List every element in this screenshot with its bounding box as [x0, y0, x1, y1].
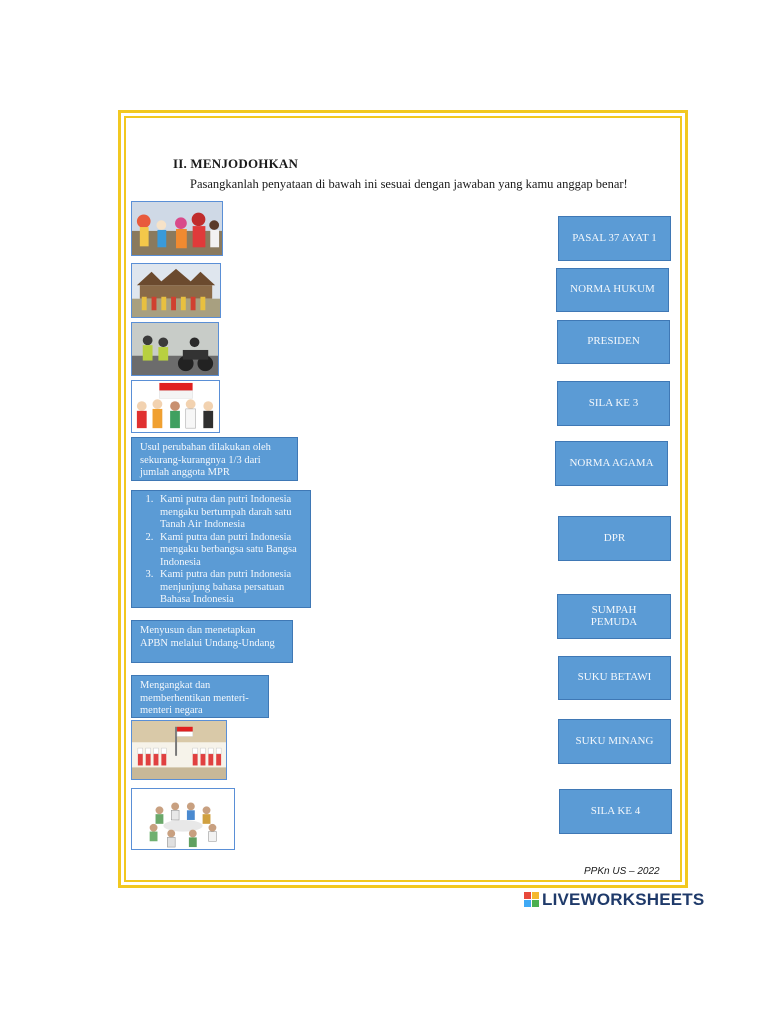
logo-square [524, 900, 531, 907]
answer-label: SILA KE 4 [590, 804, 641, 817]
answer-label: SILA KE 3 [588, 396, 639, 409]
instruction-text: Pasangkanlah penyataan di bawah ini sesuai dengan jawaban yang kamu anggap benar! [190, 177, 628, 191]
minang-dancers-photo[interactable] [131, 263, 221, 318]
diverse-people-flag-illustration[interactable] [131, 380, 220, 433]
logo-square [524, 892, 531, 899]
answer-label: SUKU BETAWI [577, 671, 652, 684]
oath-list [140, 494, 302, 607]
brand-name: LIVEWORKSHEETS [542, 890, 705, 909]
liveworksheets-logo[interactable] [524, 890, 704, 910]
oath-item: 3. Kami putra dan putri Indonesia menjunjung bahasa persatuan Bahasa Indonesia [156, 569, 302, 607]
answer-box[interactable] [556, 268, 669, 312]
answer-label: SUKU MINANG [575, 734, 654, 747]
answer-box[interactable] [557, 381, 670, 426]
answer-box[interactable] [557, 320, 670, 364]
oath-item: 1. Kami putra dan putri Indonesia mengaku bertumpah darah satu Tanah Air Indonesia [156, 494, 302, 532]
answer-box[interactable] [555, 441, 668, 486]
answer-box[interactable] [559, 789, 672, 834]
answer-label: NORMA AGAMA [569, 456, 654, 469]
answer-label: NORMA HUKUM [570, 283, 655, 296]
answer-label: PASAL 37 AYAT 1 [572, 231, 657, 244]
question-text: Mengangkat dan memberhentikan menteri-menteri negara [140, 680, 249, 716]
group-discussion-illustration[interactable] [131, 788, 235, 850]
answer-box[interactable] [558, 719, 671, 764]
answer-box[interactable] [558, 656, 671, 700]
answer-label: PRESIDEN [587, 335, 640, 348]
answer-box[interactable] [558, 516, 671, 561]
answer-label: SUMPAH PEMUDA [590, 604, 638, 628]
question-text: Usul perubahan dilakukan oleh sekurang-kurangnya 1/3 dari jumlah anggota MPR [140, 442, 271, 478]
flag-ceremony-illustration[interactable] [131, 720, 227, 780]
oath-item: 2. Kami putra dan putri Indonesia mengaku berbangsa satu Bangsa Indonesia [156, 532, 302, 570]
question-text-box[interactable] [131, 437, 298, 481]
logo-square [532, 892, 539, 899]
section-title: II. MENJODOHKAN [173, 156, 299, 171]
answer-label: DPR [603, 531, 626, 544]
question-text-box[interactable] [131, 620, 293, 663]
question-text-box[interactable] [131, 675, 269, 718]
police-motorcycle-photo[interactable] [131, 322, 219, 376]
footer-text: PPKn US – 2022 [584, 866, 660, 877]
question-list-box[interactable] [131, 490, 311, 608]
liveworksheets-icon [524, 892, 540, 908]
answer-box[interactable] [558, 216, 671, 261]
logo-square [532, 900, 539, 907]
answer-box[interactable] [557, 594, 671, 639]
festival-crowd-photo[interactable] [131, 201, 223, 256]
question-text: Menyusun dan menetapkan APBN melalui Undang-Undang [140, 625, 275, 649]
